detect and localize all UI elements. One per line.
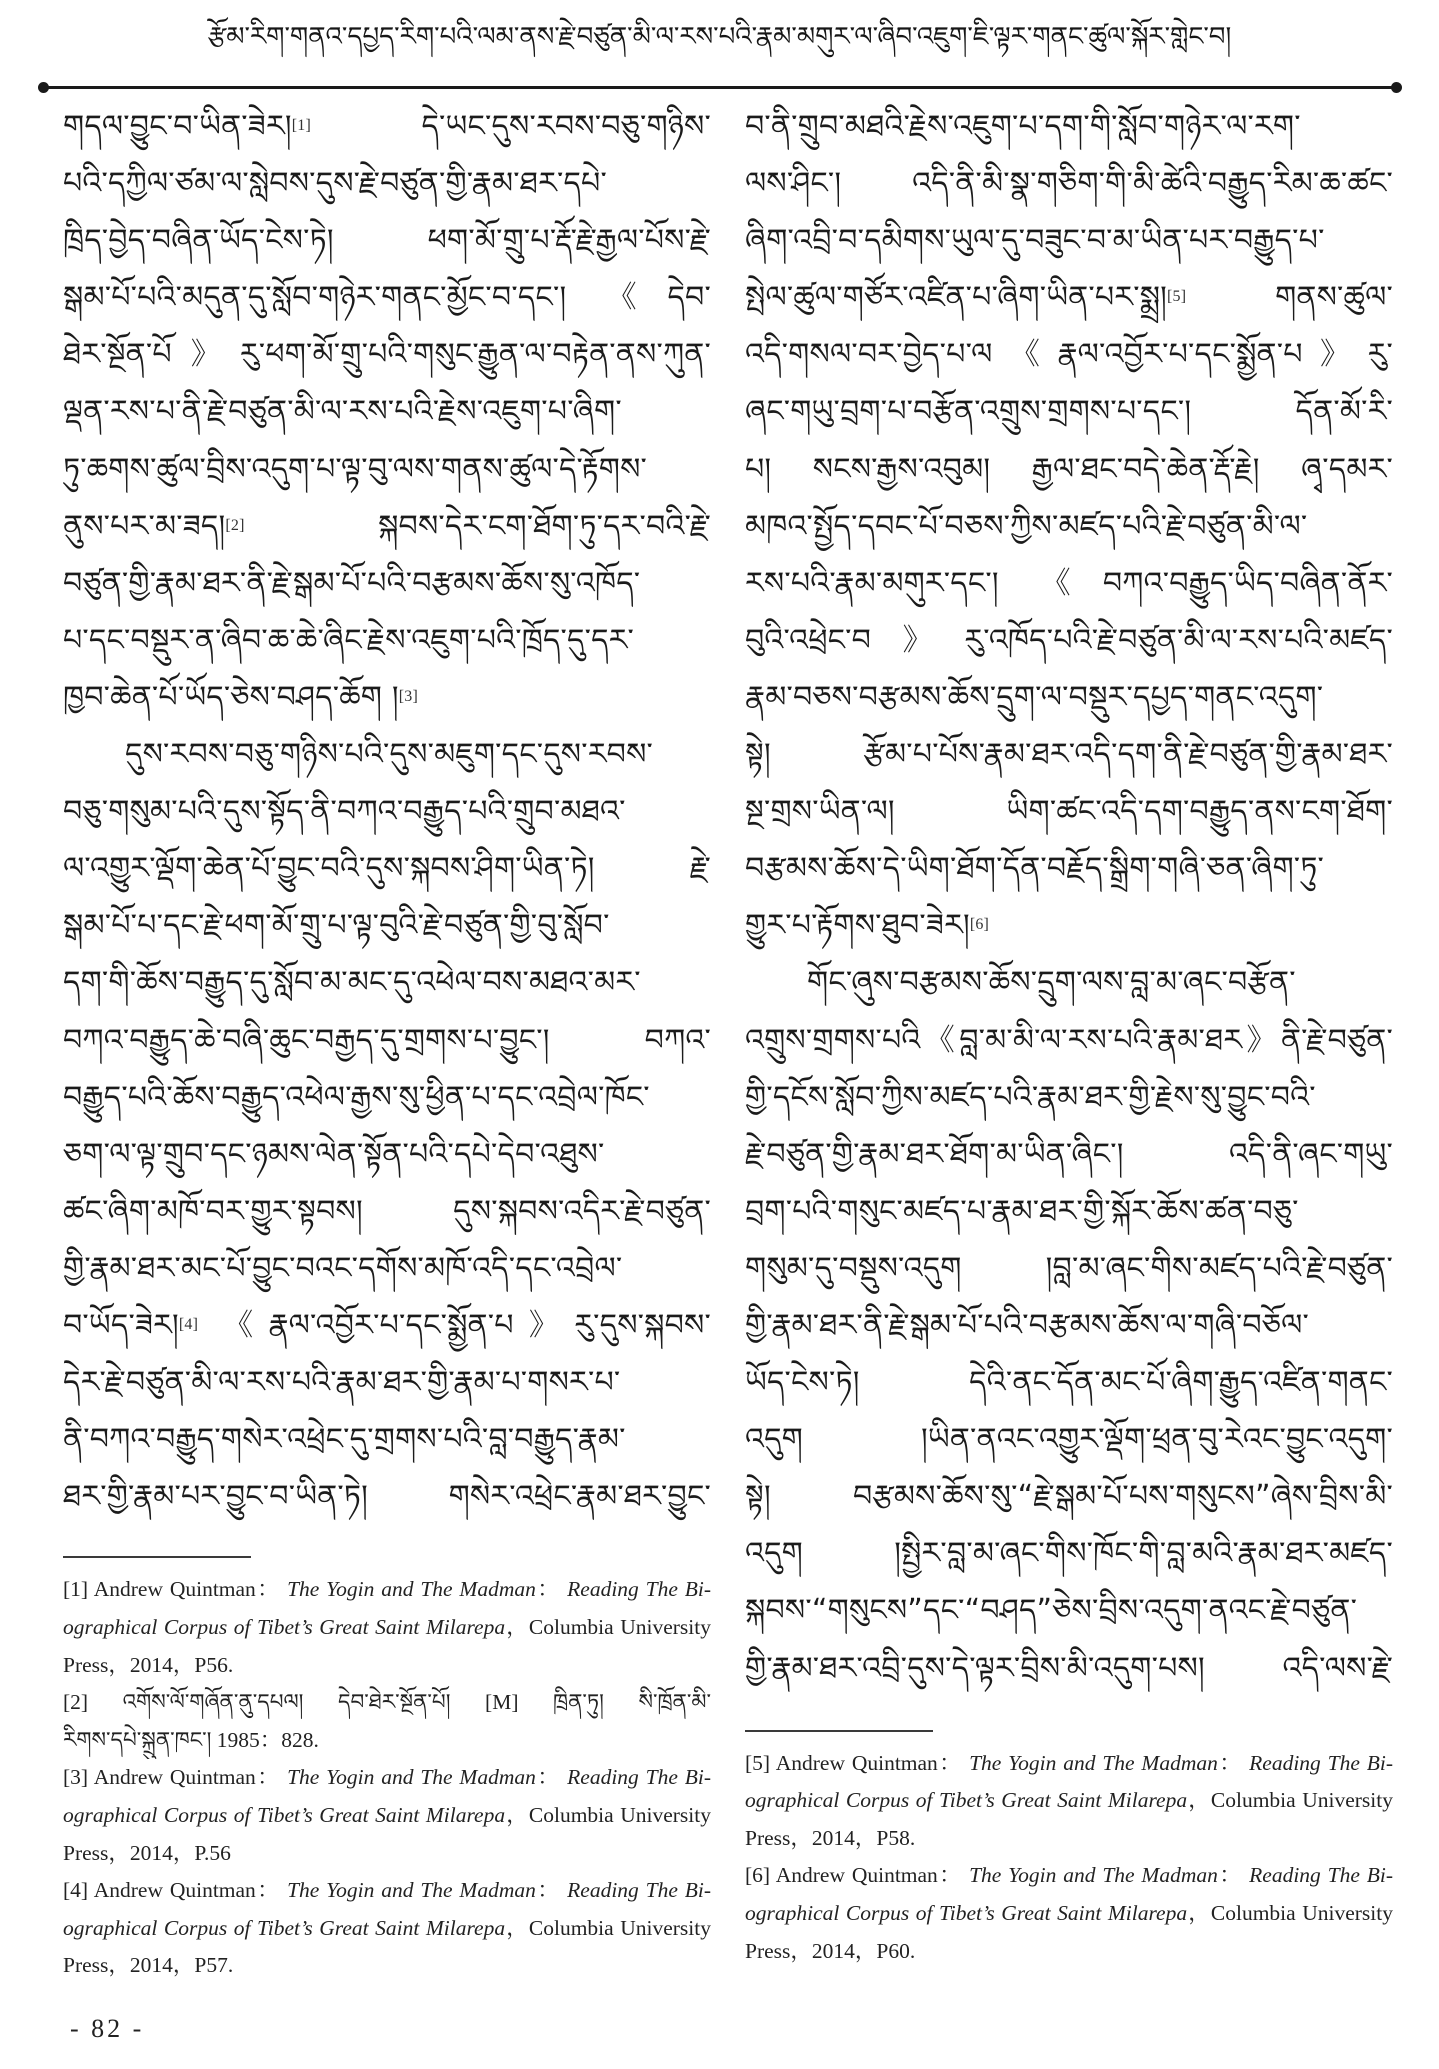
body-line: ཁྲིད་བྱེད་བཞིན་ཡོད་ངེས་ཏེ། ཕག་མོ་གྲུ་པ་རྡོ་རྗེ་རྒྱལ་པོས་རྗེ་ [63,223,711,259]
body-line: པ་དང་བསྡུར་ན་ཞིབ་ཆ་ཆེ་ཞིང་རྗེས་འཇུག་པའི་ཁྲོད་དུ་དར་ [63,622,635,658]
footnote-line: Press，2014，P56. [63,1652,234,1677]
left-column [63,98,711,1985]
right-column [745,98,1393,1985]
body-line: ནི་བཀའ་བརྒྱུད་གསེར་འཕྲེང་དུ་གྲགས་པའི་བླ་བརྒྱུད་རྣམ་ [63,1422,626,1458]
footnote-line: [2] འགོས་ལོ་གཞོན་ནུ་དཔལ། དེབ་ཐེར་སྔོན་པོ། [M] ཁྲིན་ཏུ། སི་ཁྲོན་མི་ [63,1690,711,1715]
body-line: གྱི་དངོས་སློབ་ཀྱིས་མཛད་པའི་རྣམ་ཐར་གྱི་རྗེས་སུ་བྱུང་བའི་ [745,1079,1316,1115]
header-divider-rule [41,86,1399,89]
footnote-line: ographical Corpus of Tibet’s Great Saint Milarepa，Columbia University [63,1802,711,1827]
page-title: རྩོམ་རིག་གནའ་དཔྱད་རིག་པའི་ལམ་ནས་རྗེ་བཙུན་མི་ལ་རས་པའི་རྣམ་མགུར་ལ་ཞིབ་འཇུག་ཇི་ལྟར་གནང་ཚུལ་སྐོར་གླེང་བ། [207,22,1232,52]
right-footnotes [745,1745,1393,1971]
footnote-line: Press，2014，P58. [745,1825,916,1850]
footnote-line: [3] Andrew Quintman： The Yogin and The Madman： Reading The Bi- [63,1765,711,1790]
body-line: རྗེ་བཙུན་གྱི་རྣམ་ཐར་ཐོག་མ་ཡིན་ཞིང་། འདི་ནི་ཞང་གཡུ་ [745,1136,1393,1172]
footnote-line: ographical Corpus of Tibet’s Great Saint Milarepa，Columbia University [63,1614,711,1639]
left-footnote-block [63,1556,711,1985]
body-line: འདུག །ཡིན་ནའང་འགྱུར་ལྡོག་ཕྲན་བུ་རེའང་བྱུང་འདུག་ [745,1422,1393,1458]
body-line: བཀའ་བརྒྱུད་ཆེ་བཞི་ཆུང་བརྒྱད་དུ་གྲགས་པ་བྱུང་། བཀའ་ [63,1022,711,1058]
body-line: ཅག་ལ་ལྟ་གྲུབ་དང་ཉམས་ལེན་སྟོན་པའི་དཔེ་དེབ་འཐུས་ [63,1136,605,1172]
left-footnotes [63,1571,711,1985]
body-line: བུའི་འཕྲེང་བ》རུ་འཁོད་པའི་རྗེ་བཙུན་མི་ལ་རས་པའི་མཛད་ [745,622,1393,658]
body-line: འགྲུས་གྲགས་པའི《བླ་མ་མི་ལ་རས་པའི་རྣམ་ཐར》ནི་རྗེ་བཙུན་ [745,1022,1393,1058]
body-line: གྱི་རྣམ་ཐར་མང་པོ་བྱུང་བའང་དགོས་མཁོ་འདི་དང་འབྲེལ་ [63,1250,623,1286]
body-line: གྱུར་པ་རྟོགས་ཐུབ་ཟེར།[6] [745,908,990,944]
body-line: སྐབས་“གསུངས”དང་“བཤད”ཅེས་བྲིས་འདུག་ནའང་རྗེ་བཙུན་ [745,1593,1358,1629]
footnote-line: Press，2014，P.56 [63,1840,231,1865]
two-column-body [63,98,1393,1985]
body-line: བརྒྱུད་པའི་ཆོས་བརྒྱུད་འཕེལ་རྒྱས་སུ་ཕྱིན་པ་དང་འབྲེལ་ཁོང་ [63,1079,650,1115]
body-line: སྤེལ་ཚུལ་གཙོར་འཛིན་པ་ཞིག་ཡིན་པར་སྨྲ།[5] གནས་ཚུལ་ [745,280,1393,316]
body-line: རྣམ་བཅས་བརྩམས་ཆོས་དྲུག་ལ་བསྡུར་དཔྱད་གནང་འདུག་ [745,679,1324,715]
body-line: གསུམ་དུ་བསྡུས་འདུག །བླ་མ་ཞང་གིས་མཛད་པའི་རྗེ་བཙུན་ [745,1250,1393,1286]
body-line: ལྡན་རས་པ་ནི་རྗེ་བཙུན་མི་ལ་རས་པའི་རྗེས་འཇུག་པ་ཞིག་ [63,394,622,430]
footnote-marker: [6] [969,916,990,934]
body-line: ཡོད་ངེས་ཏེ། དེའི་ནང་དོན་མང་པོ་ཞིག་རྒྱུད་འཛིན་གནང་ [745,1365,1393,1401]
body-line: ཚང་ཞིག་མཁོ་བར་གྱུར་སྟབས། དུས་སྐབས་འདིར་རྗེ་བཙུན་ [63,1193,711,1229]
body-line: བ་ཡོད་ཟེར།[4] 《རྣལ་འབྱོར་པ་དང་སྨྱོན་པ》རུ་དུས་སྐབས་ [63,1307,711,1343]
footnote-separator-rule [745,1730,933,1732]
footnote-line: ographical Corpus of Tibet’s Great Saint Milarepa，Columbia University [745,1901,1393,1925]
body-line: པ། སངས་རྒྱས་འབུམ། རྒྱལ་ཐང་བདེ་ཆེན་རྡོ་རྗེ། ཞྭ་དམར་ [745,451,1393,487]
rule-end-dot-left [38,82,49,93]
footnote-marker: [3] [398,687,418,705]
body-line: གདལ་བྱུང་བ་ཡིན་ཟེར།[1] དེ་ཡང་དུས་རབས་བཅུ་གཉིས་ [63,109,711,144]
footnote-line: རིགས་དཔེ་སྐྲུན་ཁང་། 1985：828. [63,1727,319,1752]
body-line: སྒམ་པོ་པ་དང་རྗེ་ཕག་མོ་གྲུ་པ་ལྟ་བུའི་རྗེ་བཙུན་གྱི་བུ་སློབ་ [63,908,610,944]
footnote-marker: [4] [178,1315,199,1333]
body-line: ནུས་པར་མ་ཟད།[2] སྐབས་དེར་ངག་ཐོག་ཏུ་དར་བའི་རྗེ་ [63,508,711,544]
right-column-text [745,98,1393,1697]
rule-end-dot-right [1391,82,1402,93]
footnote-line: [4] Andrew Quintman： The Yogin and The Madman： Reading The Bi- [63,1878,711,1903]
body-line: མཁའ་སྤྱོད་དབང་པོ་བཅས་ཀྱིས་མཛད་པའི་རྗེ་བཙུན་མི་ལ་ [745,508,1308,544]
body-line: ཏུ་ཆགས་ཚུལ་བྲིས་འདུག་པ་ལྟ་བུ་ལས་གནས་ཚུལ་དེ་རྟོགས་ [63,451,648,487]
footnote-line: [5] Andrew Quintman： The Yogin and The Madman： Reading The Bi- [745,1750,1393,1775]
footnote-marker: [5] [1167,288,1187,306]
body-line: བཙུན་གྱི་རྣམ་ཐར་ནི་རྗེ་སྒམ་པོ་པའི་བརྩམས་ཆོས་སུ་འཁོད་ [63,565,641,601]
body-line: ཐེར་སྔོན་པོ》རུ་ཕག་མོ་གྲུ་པའི་གསུང་རྒྱུན་ལ་བརྟེན་ནས་ཀུན་ [63,337,711,373]
footnote-separator-rule [63,1556,251,1558]
body-line: ཐར་གྱི་རྣམ་པར་བྱུང་བ་ཡིན་ཏེ། གསེར་འཕྲེང་རྣམ་ཐར་བྱུང་ [63,1479,711,1515]
body-line: དག་གི་ཆོས་བརྒྱུད་དུ་སློབ་མ་མང་དུ་འཕེལ་བས་མཐའ་མར་ [63,965,641,1001]
footnote-line: ographical Corpus of Tibet’s Great Saint Milarepa，Columbia University [63,1915,711,1940]
body-line: ཞང་གཡུ་བྲག་པ་བརྩོན་འགྲུས་གྲགས་པ་དང་། དོན་མོ་རི་ [745,394,1393,430]
left-column-text [63,98,711,1525]
body-line: སྟེ། རྩོམ་པ་པོས་རྣམ་ཐར་འདི་དག་ནི་རྗེ་བཙུན་གྱི་རྣམ་ཐར་ [745,737,1393,773]
body-line: ལས་ཤིང་། འདི་ནི་མི་སྣ་གཅིག་གི་མི་ཚེའི་བརྒྱུད་རིམ་ཆ་ཚང་ [745,166,1393,202]
page-number: - 82 - [70,2014,145,2043]
footnote-line: Press，2014，P60. [745,1938,916,1963]
footnote-line: Press，2014，P57. [63,1953,234,1978]
body-line: ཁྱབ་ཆེན་པོ་ཡོད་ཅེས་བཤད་ཆོག །[3] [63,679,418,715]
body-line: འདི་གསལ་བར་བྱེད་པ་ལ《རྣལ་འབྱོར་པ་དང་སྨྱོན་པ》རུ་ [745,337,1393,373]
body-line: བཅུ་གསུམ་པའི་དུས་སྟོད་ནི་བཀའ་བརྒྱུད་པའི་གྲུབ་མཐའ་ [63,794,626,830]
body-line: བྲག་པའི་གསུང་མཛད་པ་རྣམ་ཐར་གྱི་སྐོར་ཆོས་ཚན་བཅུ་ [745,1193,1299,1229]
body-line: འདུག །སྤྱིར་བླ་མ་ཞང་གིས་ཁོང་གི་བླ་མའི་རྣམ་ཐར་མཛད་ [745,1536,1393,1572]
body-line: གོང་ཞུས་བརྩམས་ཆོས་དྲུག་ལས་བླ་མ་ཞང་བརྩོན་ [807,965,1296,1001]
body-line: རས་པའི་རྣམ་མགུར་དང་། 《བཀའ་བརྒྱུད་ཡིད་བཞིན་ནོར་ [745,565,1393,601]
body-line: སྔ་གྲས་ཡིན་ལ། ཡིག་ཚང་འདི་དག་བརྒྱུད་ནས་ངག་ཐོག་ [745,794,1393,830]
footnote-marker: [2] [225,516,245,534]
body-line: སྟེ། བརྩམས་ཆོས་སུ་“རྗེ་སྒམ་པོ་པས་གསུངས”ཞེས་བྲིས་མི་ [745,1479,1393,1515]
footnote-line: [6] Andrew Quintman： The Yogin and The Madman： Reading The Bi- [745,1863,1393,1888]
footnote-marker: [1] [291,117,311,134]
body-line: བརྩམས་ཆོས་དེ་ཡིག་ཐོག་དོན་བརྗོད་སྒྲིག་གཞི་ཅན་ཞིག་ཏུ་ [745,851,1325,887]
body-line: གྱི་རྣམ་ཐར་འབྲི་དུས་དེ་ལྟར་བྲིས་མི་འདུག་པས། འདི་ལས་རྗེ་ [745,1650,1393,1686]
footnote-line: ographical Corpus of Tibet’s Great Saint Milarepa，Columbia University [745,1788,1393,1813]
body-line: དེར་རྗེ་བཙུན་མི་ལ་རས་པའི་རྣམ་ཐར་གྱི་རྣམ་པ་གསར་པ་ [63,1365,621,1401]
body-line: དུས་རབས་བཅུ་གཉིས་པའི་དུས་མཇུག་དང་དུས་རབས་ [125,737,654,773]
body-line: ཞིག་འབྲི་བ་དམིགས་ཡུལ་དུ་བཟུང་བ་མ་ཡིན་པར་བརྒྱུད་པ་ [745,223,1325,259]
body-line: པའི་དཀྱིལ་ཙམ་ལ་སླེབས་དུས་རྗེ་བཙུན་གྱི་རྣམ་ཐར་དཔེ་ [63,166,607,202]
body-line: བ་ནི་གྲུབ་མཐའི་རྗེས་འཇུག་པ་དག་གི་སློབ་གཉེར་ལ་རག་ [745,109,1301,144]
right-footnote-block [745,1730,1393,1971]
body-line: སྒམ་པོ་པའི་མདུན་དུ་སློབ་གཉེར་གནང་མྱོང་བ་དང་། 《དེབ་ [63,280,711,316]
body-line: ལ་འགྱུར་ལྡོག་ཆེན་པོ་བྱུང་བའི་དུས་སྐབས་ཤིག་ཡིན་ཏེ། རྗེ་ [63,851,711,887]
body-line: གྱི་རྣམ་ཐར་ནི་རྗེ་སྒམ་པོ་པའི་བརྩམས་ཆོས་ལ་གཞི་བཅོལ་ [745,1307,1310,1343]
footnote-line: [1] Andrew Quintman： The Yogin and The Madman： Reading The Bi- [63,1577,711,1602]
